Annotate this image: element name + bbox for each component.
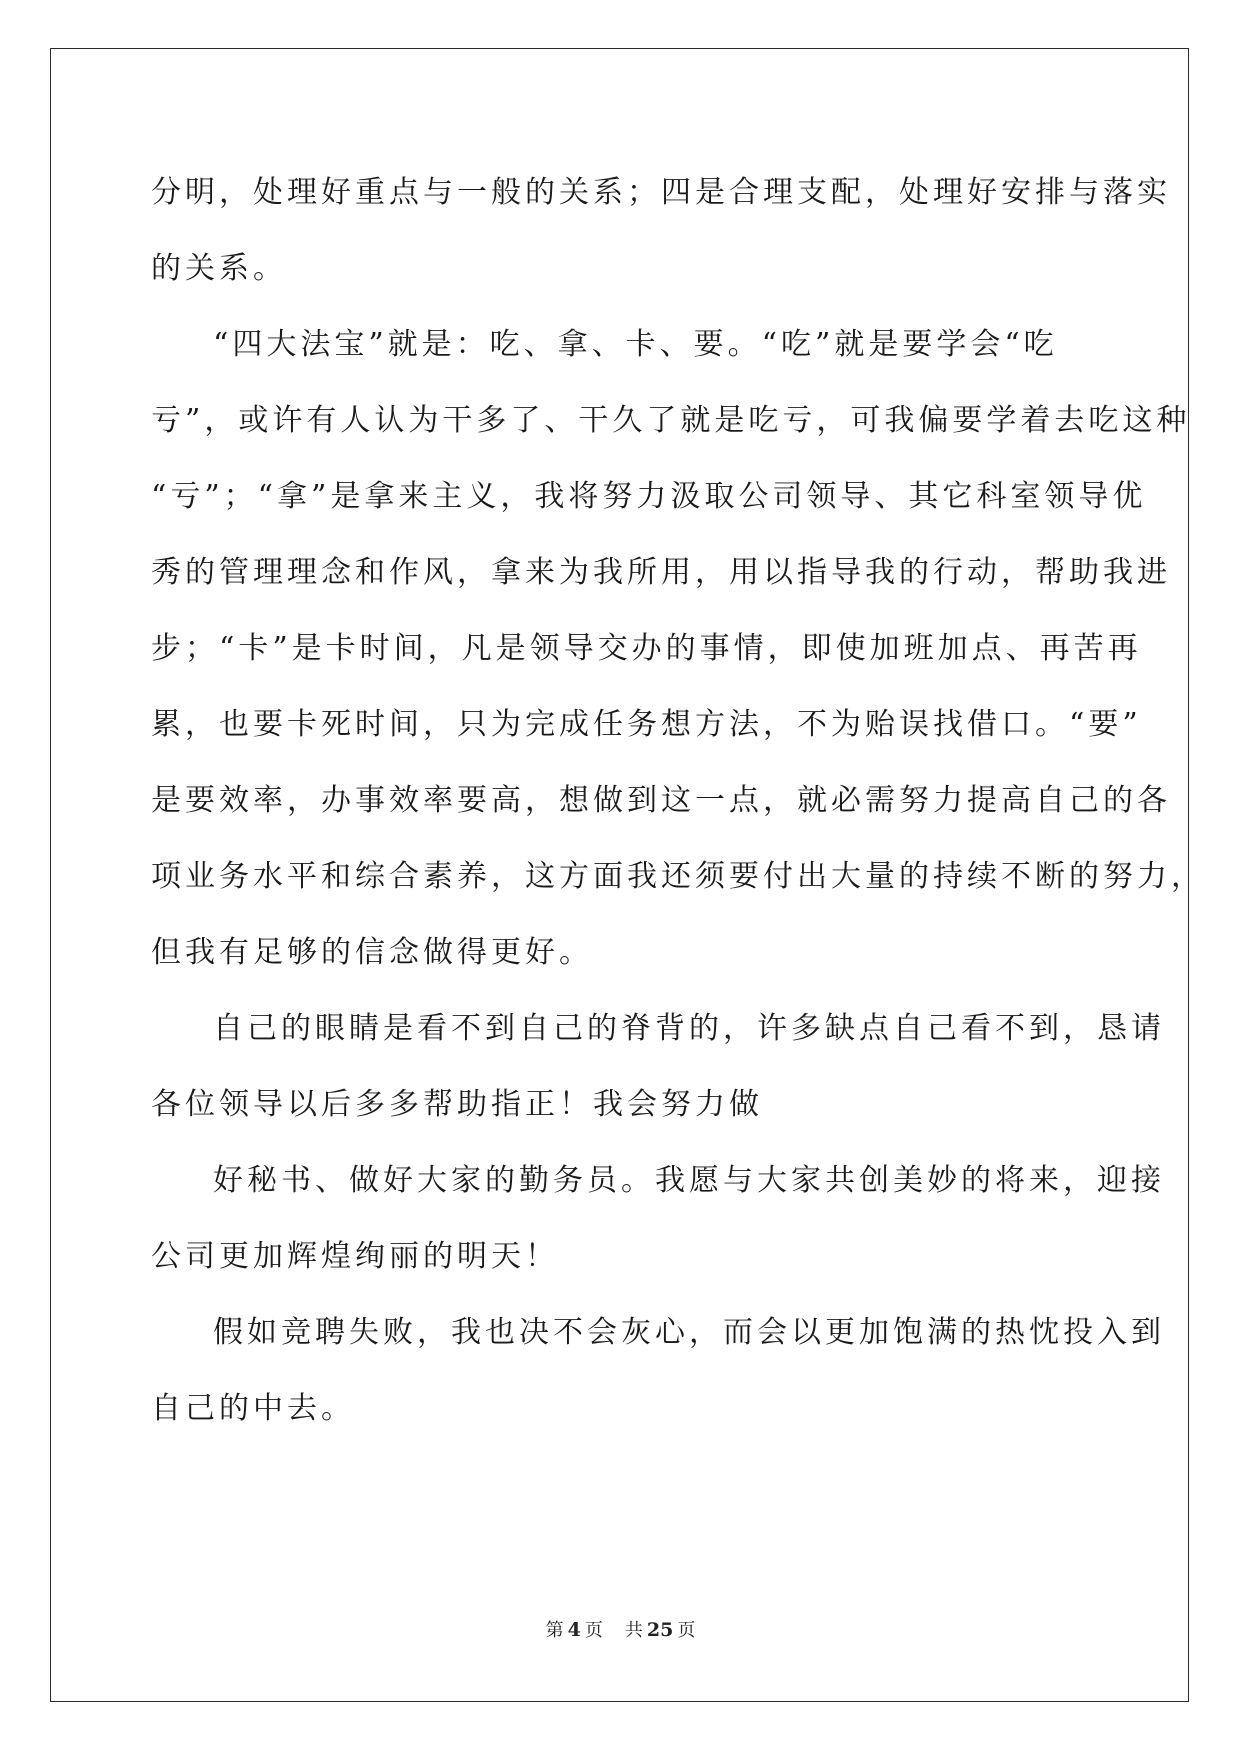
paragraph-start-line: “四大法宝”就是：吃、拿、卡、要。“吃”就是要学会“吃 xyxy=(213,327,1058,362)
text-line: 累，也要卡死时间，只为完成任务想方法，不为贻误找借口。“要” xyxy=(151,707,1142,742)
text-line: 步；“卡”是卡时间，凡是领导交办的事情，即使加班加点、再苦再 xyxy=(151,631,1142,666)
text-line: 秀的管理理念和作风，拿来为我所用，用以指导我的行动，帮助我进 xyxy=(151,555,1171,590)
paragraph-start-line: 假如竞聘失败，我也决不会灰心，而会以更加饱满的热忱投入到 xyxy=(213,1315,1165,1350)
page-prefix: 第 xyxy=(545,1620,564,1641)
text-line: 公司更加辉煌绚丽的明天！ xyxy=(151,1239,559,1274)
text-line: 各位领导以后多多帮助指正！我会努力做 xyxy=(151,1087,763,1122)
total-prefix: 共 xyxy=(624,1620,643,1641)
paragraph-start-line: 好秘书、做好大家的勤务员。我愿与大家共创美妙的将来，迎接 xyxy=(213,1163,1165,1198)
page-footer xyxy=(0,1616,1241,1642)
text-line: 项业务水平和综合素养，这方面我还须要付出大量的持续不断的努力， xyxy=(151,859,1205,894)
text-line: 亏”，或许有人认为干多了、干久了就是吃亏，可我偏要学着去吃这种 xyxy=(151,403,1191,438)
text-line: 自己的中去。 xyxy=(151,1391,355,1426)
paragraph-start-line: 自己的眼睛是看不到自己的脊背的，许多缺点自己看不到，恳请 xyxy=(213,1011,1165,1046)
text-line: “亏”；“拿”是拿来主义，我将努力汲取公司领导、其它科室领导优 xyxy=(151,479,1147,514)
text-line: 但我有足够的信念做得更好。 xyxy=(151,935,593,970)
text-line: 是要效率，办事效率要高，想做到这一点，就必需努力提高自己的各 xyxy=(151,783,1171,818)
page-suffix: 页 xyxy=(584,1620,603,1641)
document-body xyxy=(151,155,1205,1447)
current-page-number: 4 xyxy=(567,1619,581,1641)
total-suffix: 页 xyxy=(677,1620,696,1641)
text-line: 分明，处理好重点与一般的关系；四是合理支配，处理好安排与落实 xyxy=(151,175,1171,210)
text-line: 的关系。 xyxy=(151,251,287,286)
total-page-count: 25 xyxy=(646,1619,674,1641)
